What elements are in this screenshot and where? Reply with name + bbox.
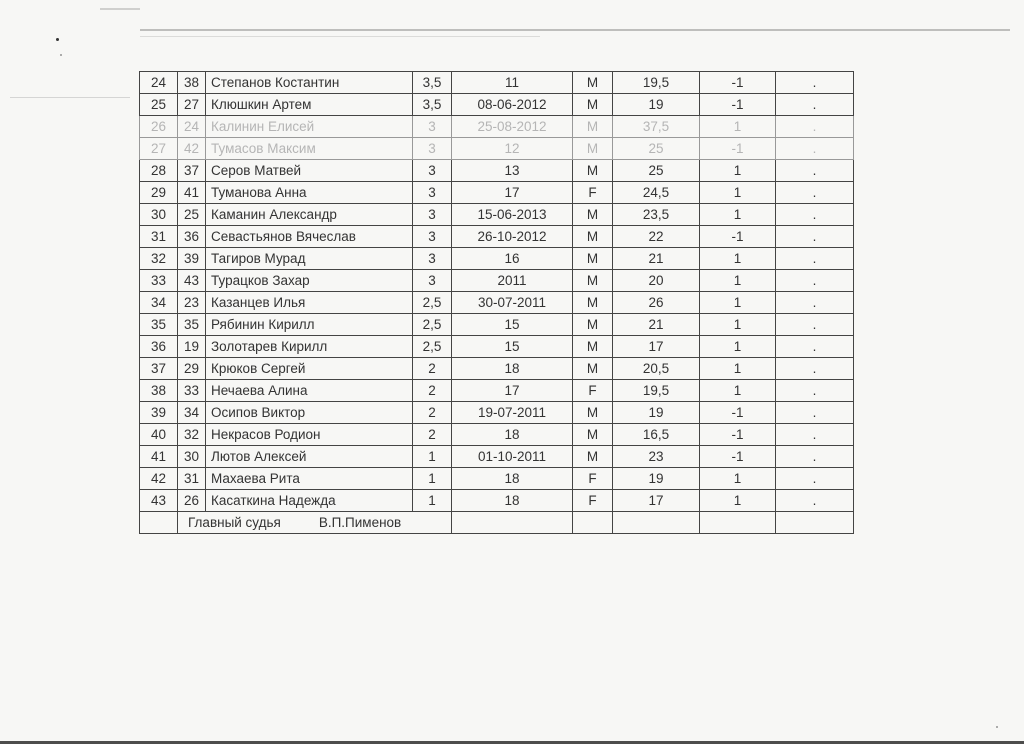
color-cell: 1 (700, 292, 776, 314)
color-cell: -1 (700, 138, 776, 160)
number-cell: 24 (178, 116, 206, 138)
score-cell: 3,5 (413, 72, 452, 94)
sex-cell: M (573, 226, 613, 248)
sex-cell: M (573, 402, 613, 424)
birth-cell: 15-06-2013 (452, 204, 573, 226)
table-row (140, 292, 854, 314)
place-cell: 37 (140, 358, 178, 380)
number-cell: 25 (178, 204, 206, 226)
score-cell: 3 (413, 248, 452, 270)
score-cell: 3 (413, 204, 452, 226)
place-cell: 30 (140, 204, 178, 226)
results-table (139, 71, 854, 534)
buchholz-cell: 20 (613, 270, 700, 292)
mark-cell: . (776, 446, 854, 468)
place-cell: 27 (140, 138, 178, 160)
name-cell: Крюков Сергей (206, 358, 413, 380)
score-cell: 1 (413, 490, 452, 512)
color-cell: -1 (700, 424, 776, 446)
color-cell: -1 (700, 94, 776, 116)
judge-signature-cell (178, 512, 452, 534)
mark-cell: . (776, 468, 854, 490)
table-row (140, 248, 854, 270)
table-row (140, 446, 854, 468)
sex-cell: M (573, 424, 613, 446)
number-cell: 19 (178, 336, 206, 358)
color-cell: 1 (700, 248, 776, 270)
scan-artifact-line (10, 97, 130, 98)
place-cell: 43 (140, 490, 178, 512)
place-cell: 35 (140, 314, 178, 336)
mark-cell: . (776, 270, 854, 292)
number-cell: 34 (178, 402, 206, 424)
score-cell: 3,5 (413, 94, 452, 116)
place-cell: 39 (140, 402, 178, 424)
footer-empty-cell (613, 512, 700, 534)
sex-cell: M (573, 94, 613, 116)
birth-cell: 13 (452, 160, 573, 182)
footer-empty-cell (573, 512, 613, 534)
mark-cell: . (776, 380, 854, 402)
name-cell: Тумасов Максим (206, 138, 413, 160)
place-cell: 29 (140, 182, 178, 204)
sex-cell: M (573, 72, 613, 94)
table-row (140, 138, 854, 160)
place-cell: 31 (140, 226, 178, 248)
sex-cell: M (573, 270, 613, 292)
birth-cell: 25-08-2012 (452, 116, 573, 138)
table-row (140, 116, 854, 138)
judge-name: В.П.Пименов (318, 514, 402, 530)
buchholz-cell: 19,5 (613, 380, 700, 402)
scan-speck (60, 54, 62, 56)
sex-cell: F (573, 182, 613, 204)
score-cell: 3 (413, 116, 452, 138)
score-cell: 1 (413, 446, 452, 468)
buchholz-cell: 21 (613, 248, 700, 270)
mark-cell: . (776, 116, 854, 138)
mark-cell: . (776, 94, 854, 116)
name-cell: Тагиров Мурад (206, 248, 413, 270)
name-cell: Степанов Костантин (206, 72, 413, 94)
score-cell: 3 (413, 138, 452, 160)
color-cell: 1 (700, 270, 776, 292)
footer-row (140, 512, 854, 534)
score-cell: 2,5 (413, 314, 452, 336)
table-row (140, 468, 854, 490)
buchholz-cell: 25 (613, 138, 700, 160)
score-cell: 2,5 (413, 292, 452, 314)
place-cell: 34 (140, 292, 178, 314)
name-cell: Серов Матвей (206, 160, 413, 182)
buchholz-cell: 17 (613, 490, 700, 512)
mark-cell: . (776, 248, 854, 270)
footer-empty-cell (140, 512, 178, 534)
sex-cell: M (573, 204, 613, 226)
place-cell: 25 (140, 94, 178, 116)
mark-cell: . (776, 402, 854, 424)
number-cell: 36 (178, 226, 206, 248)
color-cell: 1 (700, 380, 776, 402)
sex-cell: F (573, 490, 613, 512)
color-cell: 1 (700, 314, 776, 336)
score-cell: 2 (413, 424, 452, 446)
mark-cell: . (776, 336, 854, 358)
name-cell: Осипов Виктор (206, 402, 413, 424)
sex-cell: F (573, 468, 613, 490)
buchholz-cell: 22 (613, 226, 700, 248)
table-row (140, 336, 854, 358)
number-cell: 27 (178, 94, 206, 116)
table-row (140, 270, 854, 292)
number-cell: 29 (178, 358, 206, 380)
buchholz-cell: 16,5 (613, 424, 700, 446)
name-cell: Турацков Захар (206, 270, 413, 292)
buchholz-cell: 17 (613, 336, 700, 358)
mark-cell: . (776, 226, 854, 248)
place-cell: 32 (140, 248, 178, 270)
birth-cell: 01-10-2011 (452, 446, 573, 468)
mark-cell: . (776, 358, 854, 380)
number-cell: 31 (178, 468, 206, 490)
sex-cell: M (573, 138, 613, 160)
table-row (140, 160, 854, 182)
mark-cell: . (776, 160, 854, 182)
table-row (140, 490, 854, 512)
place-cell: 33 (140, 270, 178, 292)
footer-empty-cell (776, 512, 854, 534)
number-cell: 43 (178, 270, 206, 292)
color-cell: 1 (700, 204, 776, 226)
mark-cell: . (776, 490, 854, 512)
footer-empty-cell (452, 512, 573, 534)
place-cell: 40 (140, 424, 178, 446)
score-cell: 3 (413, 160, 452, 182)
table-row (140, 94, 854, 116)
color-cell: 1 (700, 468, 776, 490)
number-cell: 41 (178, 182, 206, 204)
birth-cell: 2011 (452, 270, 573, 292)
buchholz-cell: 24,5 (613, 182, 700, 204)
scan-speck (56, 38, 59, 41)
name-cell: Махаева Рита (206, 468, 413, 490)
name-cell: Калинин Елисей (206, 116, 413, 138)
results-table-body (140, 72, 854, 512)
number-cell: 32 (178, 424, 206, 446)
birth-cell: 19-07-2011 (452, 402, 573, 424)
color-cell: 1 (700, 358, 776, 380)
scan-artifact-line (100, 8, 140, 10)
color-cell: 1 (700, 182, 776, 204)
table-row (140, 204, 854, 226)
name-cell: Казанцев Илья (206, 292, 413, 314)
place-cell: 36 (140, 336, 178, 358)
color-cell: -1 (700, 72, 776, 94)
table-row (140, 226, 854, 248)
table-row (140, 72, 854, 94)
buchholz-cell: 20,5 (613, 358, 700, 380)
scan-speck (996, 726, 998, 728)
footer-empty-cell (700, 512, 776, 534)
sex-cell: M (573, 336, 613, 358)
color-cell: 1 (700, 116, 776, 138)
name-cell: Нечаева Алина (206, 380, 413, 402)
sex-cell: M (573, 358, 613, 380)
place-cell: 24 (140, 72, 178, 94)
color-cell: -1 (700, 446, 776, 468)
number-cell: 39 (178, 248, 206, 270)
sex-cell: M (573, 314, 613, 336)
birth-cell: 15 (452, 314, 573, 336)
buchholz-cell: 19 (613, 94, 700, 116)
birth-cell: 30-07-2011 (452, 292, 573, 314)
number-cell: 30 (178, 446, 206, 468)
score-cell: 2 (413, 358, 452, 380)
place-cell: 41 (140, 446, 178, 468)
buchholz-cell: 19 (613, 402, 700, 424)
number-cell: 23 (178, 292, 206, 314)
birth-cell: 18 (452, 358, 573, 380)
sex-cell: M (573, 116, 613, 138)
name-cell: Золотарев Кирилл (206, 336, 413, 358)
birth-cell: 26-10-2012 (452, 226, 573, 248)
score-cell: 3 (413, 182, 452, 204)
scan-artifact-line (140, 36, 540, 37)
birth-cell: 15 (452, 336, 573, 358)
buchholz-cell: 26 (613, 292, 700, 314)
buchholz-cell: 23,5 (613, 204, 700, 226)
color-cell: 1 (700, 160, 776, 182)
color-cell: -1 (700, 226, 776, 248)
table-row (140, 314, 854, 336)
judge-label: Главный судья (188, 514, 281, 530)
sex-cell: F (573, 380, 613, 402)
birth-cell: 18 (452, 490, 573, 512)
mark-cell: . (776, 314, 854, 336)
table-row (140, 358, 854, 380)
birth-cell: 18 (452, 468, 573, 490)
score-cell: 2,5 (413, 336, 452, 358)
birth-cell: 11 (452, 72, 573, 94)
mark-cell: . (776, 72, 854, 94)
number-cell: 37 (178, 160, 206, 182)
place-cell: 42 (140, 468, 178, 490)
sex-cell: M (573, 160, 613, 182)
birth-cell: 17 (452, 182, 573, 204)
number-cell: 26 (178, 490, 206, 512)
name-cell: Касаткина Надежда (206, 490, 413, 512)
place-cell: 28 (140, 160, 178, 182)
place-cell: 38 (140, 380, 178, 402)
number-cell: 42 (178, 138, 206, 160)
birth-cell: 16 (452, 248, 573, 270)
number-cell: 33 (178, 380, 206, 402)
name-cell: Каманин Александр (206, 204, 413, 226)
table-row (140, 402, 854, 424)
score-cell: 2 (413, 380, 452, 402)
table-row (140, 380, 854, 402)
name-cell: Рябинин Кирилл (206, 314, 413, 336)
score-cell: 3 (413, 270, 452, 292)
buchholz-cell: 19,5 (613, 72, 700, 94)
color-cell: -1 (700, 402, 776, 424)
sex-cell: M (573, 292, 613, 314)
buchholz-cell: 25 (613, 160, 700, 182)
number-cell: 38 (178, 72, 206, 94)
scan-artifact-line (140, 29, 1010, 31)
score-cell: 1 (413, 468, 452, 490)
mark-cell: . (776, 138, 854, 160)
color-cell: 1 (700, 336, 776, 358)
sex-cell: M (573, 248, 613, 270)
name-cell: Клюшкин Артем (206, 94, 413, 116)
color-cell: 1 (700, 490, 776, 512)
mark-cell: . (776, 204, 854, 226)
sex-cell: M (573, 446, 613, 468)
score-cell: 3 (413, 226, 452, 248)
mark-cell: . (776, 424, 854, 446)
score-cell: 2 (413, 402, 452, 424)
name-cell: Туманова Анна (206, 182, 413, 204)
buchholz-cell: 21 (613, 314, 700, 336)
birth-cell: 17 (452, 380, 573, 402)
mark-cell: . (776, 182, 854, 204)
number-cell: 35 (178, 314, 206, 336)
buchholz-cell: 37,5 (613, 116, 700, 138)
buchholz-cell: 19 (613, 468, 700, 490)
mark-cell: . (776, 292, 854, 314)
buchholz-cell: 23 (613, 446, 700, 468)
birth-cell: 12 (452, 138, 573, 160)
table-row (140, 424, 854, 446)
table-row (140, 182, 854, 204)
place-cell: 26 (140, 116, 178, 138)
birth-cell: 08-06-2012 (452, 94, 573, 116)
name-cell: Севастьянов Вячеслав (206, 226, 413, 248)
birth-cell: 18 (452, 424, 573, 446)
name-cell: Некрасов Родион (206, 424, 413, 446)
name-cell: Лютов Алексей (206, 446, 413, 468)
